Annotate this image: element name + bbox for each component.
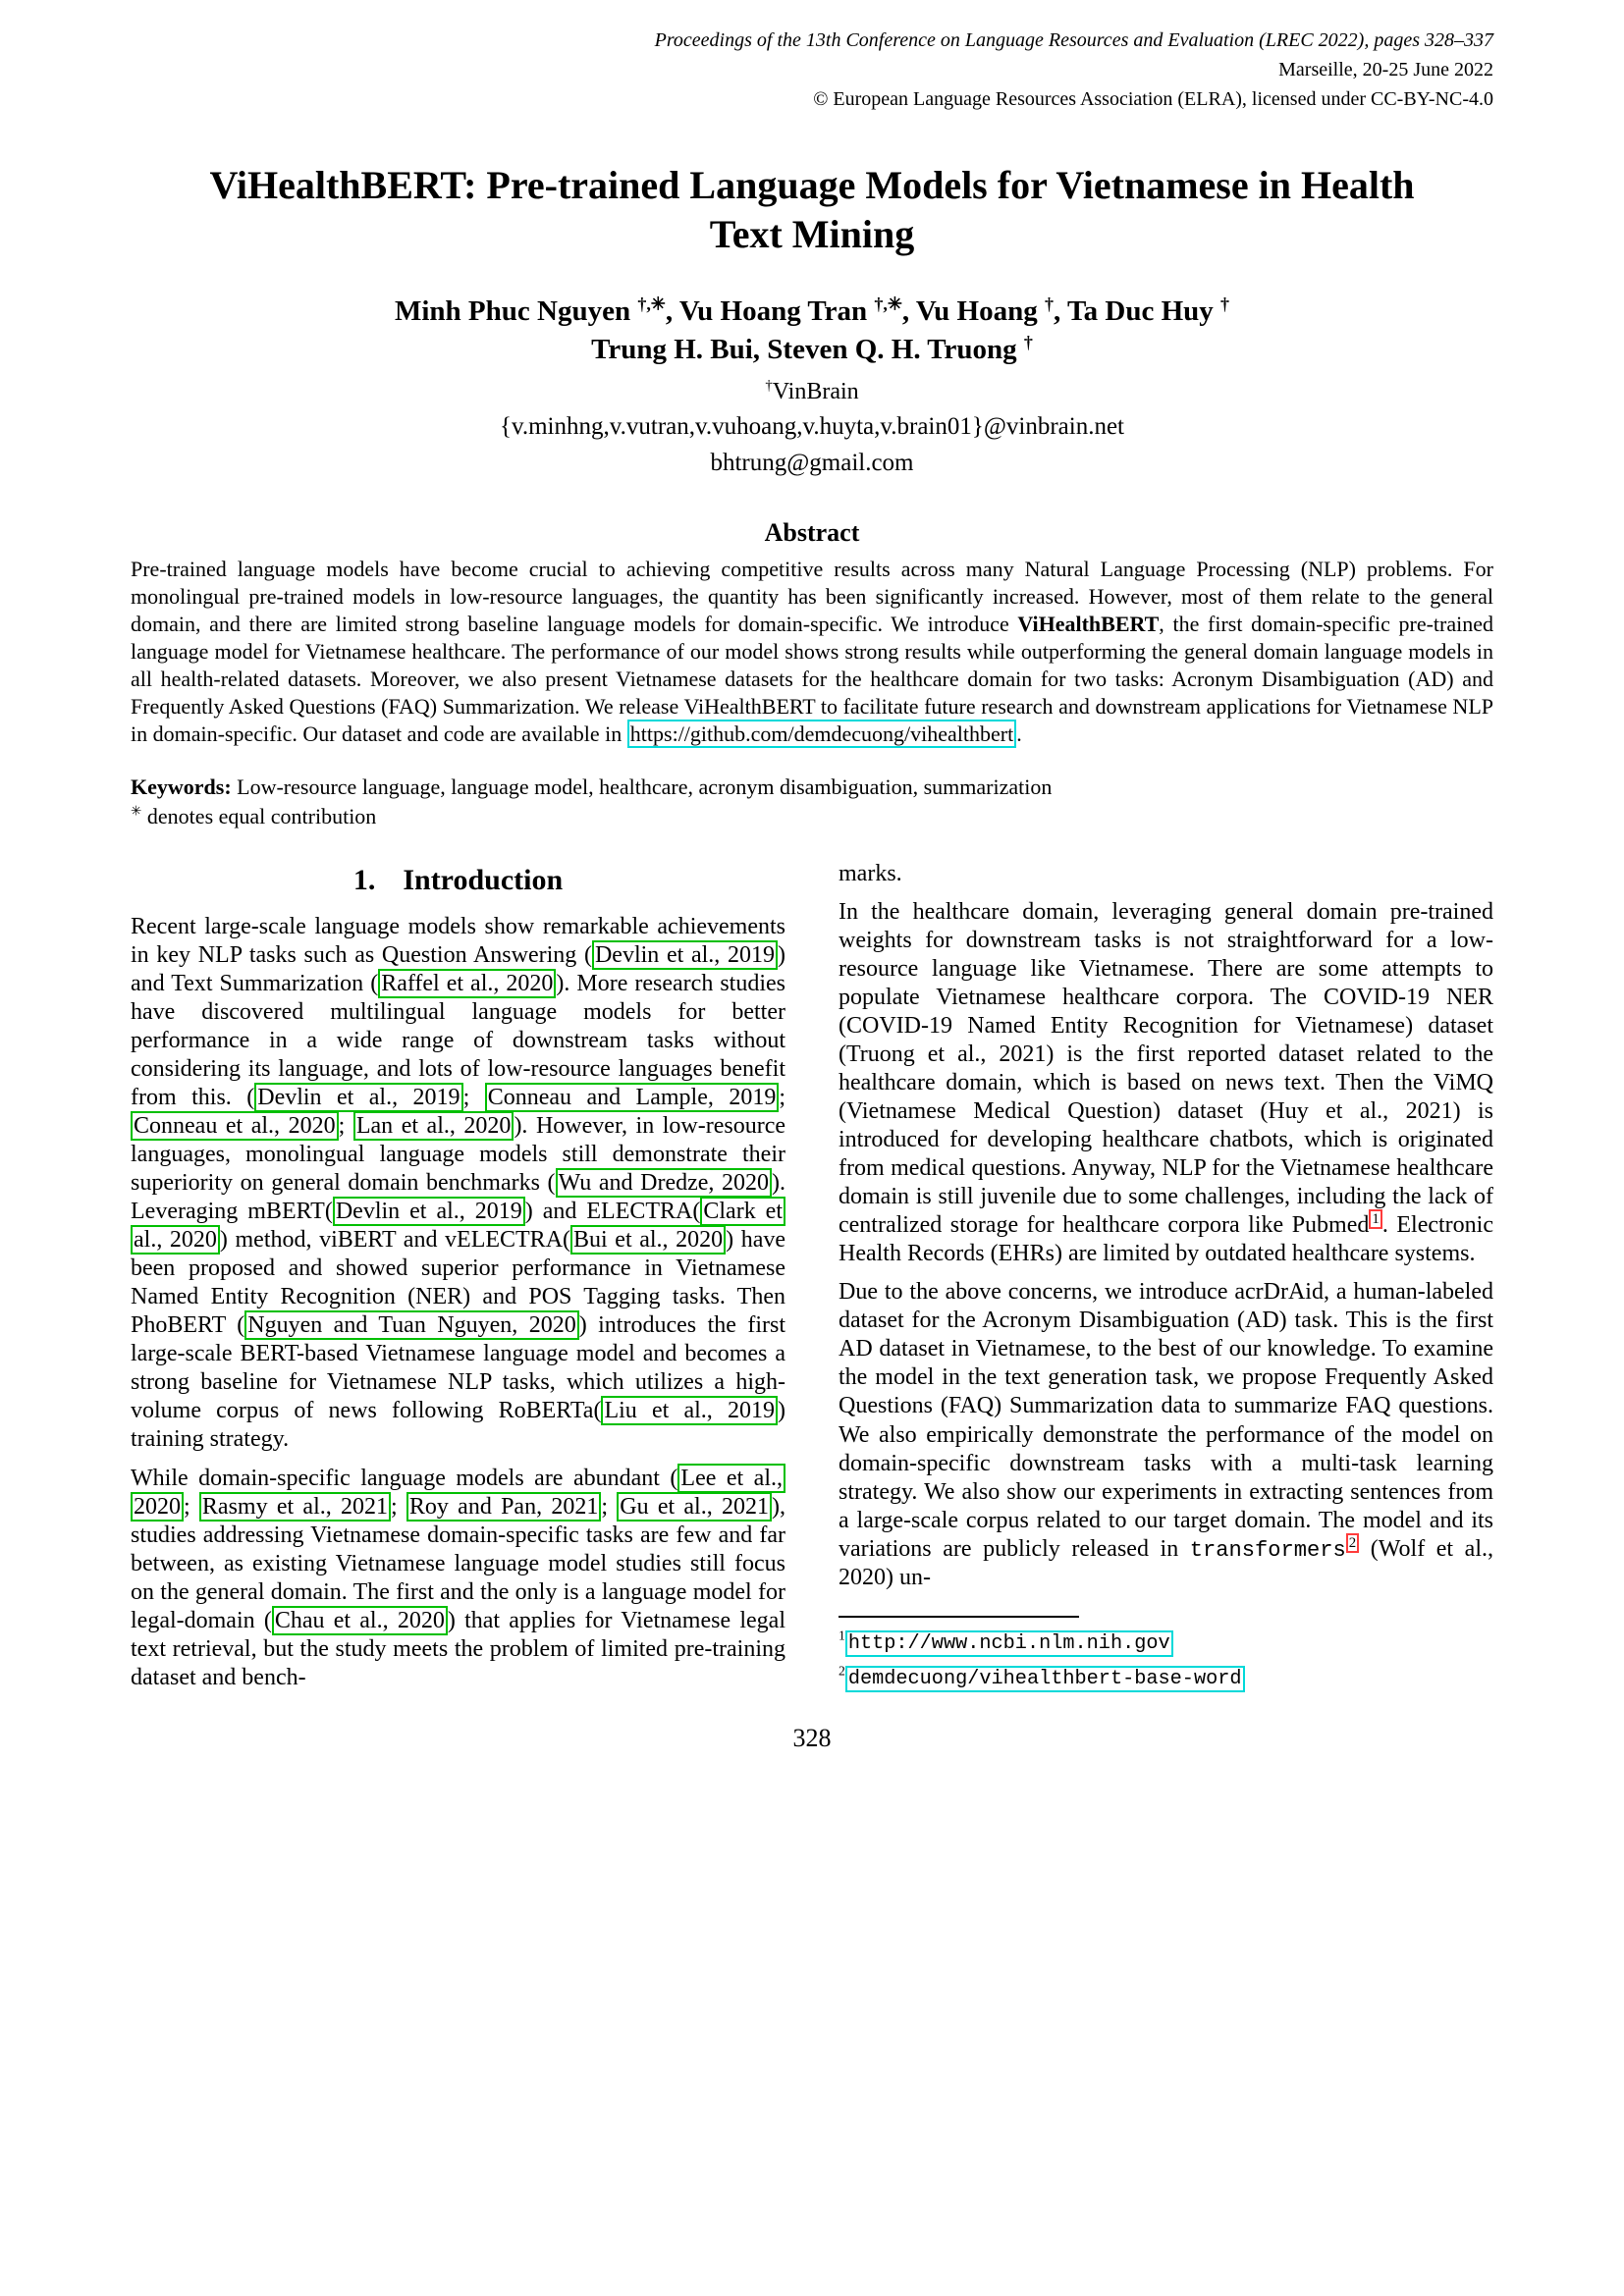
author-line-1 [131, 293, 1493, 331]
github-url-link[interactable]: https://github.com/demdecuong/vihealthbert [627, 720, 1016, 748]
footnote-ref-2[interactable]: 2 [1346, 1533, 1359, 1553]
citation-link[interactable]: Roy and Pan, 2021 [406, 1492, 601, 1522]
author-marker: †,✳ [637, 294, 666, 314]
intro-paragraph-1 [131, 913, 785, 1455]
paper-title: ViHealthBERT: Pre-trained Language Models for Vietnamese in Health Text Mining [209, 163, 1415, 256]
author-marker: † [1045, 294, 1054, 314]
text-segment: , Vu Hoang Tran [665, 295, 875, 327]
author-marker: † [1220, 294, 1230, 314]
text-segment: denotes equal contribution [141, 803, 377, 828]
abstract-text [131, 556, 1493, 748]
text-segment: ; [338, 1113, 353, 1140]
text-segment: ) method, viBERT and vELECTRA( [219, 1227, 571, 1254]
text-segment: , Ta Duc Huy [1053, 295, 1221, 327]
section-number: 1. [352, 863, 376, 896]
footnote-ref-1[interactable]: 1 [1369, 1209, 1381, 1229]
footnote-1 [839, 1628, 1493, 1656]
text-segment: ), studies addressing Vietnamese domain-specific tasks are few and far between, as existing Vietnamese language model studies still focus on the general domain. The first and the only is a language model for legal-domain ( [131, 1493, 785, 1633]
citation-link[interactable]: Lan et al., 2020 [353, 1111, 514, 1141]
text-segment: ). Leveraging mBERT( [131, 1170, 785, 1225]
footnote-url-link[interactable]: demdecuong/vihealthbert-base-word [845, 1666, 1245, 1692]
equal-contribution-marker: ✳ [131, 803, 142, 819]
footnote-number: 2 [839, 1663, 845, 1679]
equal-contribution-note [131, 803, 1493, 830]
citation-link[interactable]: Conneau and Lample, 2019 [485, 1083, 780, 1112]
citation-link[interactable]: Lee et al., 2020 [131, 1464, 785, 1522]
left-column [131, 860, 785, 1702]
page-number: 328 [792, 1723, 832, 1752]
text-segment: . Electronic Health Records (EHRs) are limited by outdated healthcare systems. [839, 1212, 1493, 1267]
keywords-line [131, 774, 1493, 801]
citation-link[interactable]: Devlin et al., 2019 [254, 1083, 462, 1112]
email-individual: bhtrung@gmail.com [710, 449, 914, 476]
text-segment: Pre-trained language models have become crucial to achieving competitive results across many Natural Language Processing (NLP) problems. For monolingual pre-trained models in low-resource languages, the quantity has been significantly increased. However, most of them relate to the general domain, and there are limited strong baseline language models for domain-specific. We introduce [131, 557, 1493, 637]
text-segment: While domain-specific language models are abundant ( [131, 1465, 678, 1491]
footnote-2 [839, 1663, 1493, 1691]
intro-paragraph-4 [839, 1278, 1493, 1592]
footnotes-block [839, 1616, 1493, 1691]
keywords-text: Low-resource language, language model, healthcare, acronym disambiguation, summarization [231, 774, 1053, 800]
text-segment: . [1016, 721, 1022, 747]
citation-link[interactable]: Wu and Dredze, 2020 [556, 1168, 772, 1198]
authors-block [131, 293, 1493, 479]
citation-link[interactable]: Conneau et al., 2020 [131, 1111, 339, 1141]
text-segment: ; [390, 1493, 406, 1520]
text-segment: ; [601, 1493, 618, 1520]
text-segment: ) and Text Summarization ( [131, 941, 785, 996]
affiliation-marker: † [765, 378, 773, 395]
text-segment: , Vu Hoang [901, 295, 1045, 327]
text-segment: ; [779, 1085, 785, 1111]
text-segment: ; [184, 1493, 199, 1520]
affiliation [131, 377, 1493, 407]
proceedings-license-line: © European Language Resources Association (ELRA), licensed under CC-BY-NC-4.0 [813, 88, 1493, 110]
citation-link[interactable]: Nguyen and Tuan Nguyen, 2020 [244, 1310, 578, 1340]
email-group: {v.minhng,v.vutran,v.vuhoang,v.huyta,v.brain01}@vinbrain.net [499, 413, 1125, 441]
author-marker: †,✳ [874, 294, 902, 314]
text-segment: ) have been proposed and showed superior performance in Vietnamese Named Entity Recognition (NER) and POS Tagging tasks. Then PhoBERT ( [131, 1227, 786, 1339]
text-segment: ViHealthBERT [1017, 612, 1160, 637]
proceedings-header [131, 26, 1493, 114]
citation-link[interactable]: Gu et al., 2021 [617, 1492, 772, 1522]
section-heading-introduction [131, 864, 785, 897]
abstract-section [131, 518, 1493, 748]
text-segment: , the first domain-specific pre-trained language model for Vietnamese healthcare. The performance of our model shows strong results while outperforming the general domain language models in all health-related datasets. Moreover, we also present Vietnamese datasets for the healthcare domain for two tasks: Acronym Disambiguation (AD) and Frequently Asked Questions (FAQ) Summarization. We release ViHealthBERT to facilitate future research and downstream applications for Vietnamese NLP in domain-specific. Our dataset and code are available in [131, 612, 1493, 747]
author-marker: † [1023, 332, 1033, 352]
text-segment: VinBrain [772, 379, 859, 405]
abstract-heading: Abstract [764, 518, 860, 548]
footnote-rule [839, 1616, 1079, 1618]
section-title: Introduction [403, 863, 564, 896]
text-segment: Trung H. Bui, Steven Q. H. Truong [591, 334, 1024, 366]
proceedings-venue-line: Marseille, 20-25 June 2022 [1278, 59, 1493, 80]
text-segment: Minh Phuc Nguyen [394, 295, 638, 327]
citation-link[interactable]: Devlin et al., 2019 [592, 940, 778, 970]
text-segment: ) that applies for Vietnamese legal text retrieval, but the study meets the problem of limited pre-training dataset and bench- [131, 1607, 785, 1690]
intro-paragraph-2-continuation: marks. [839, 860, 902, 886]
intro-paragraph-3 [839, 898, 1493, 1268]
text-segment: (Wolf et al., 2020) un- [839, 1535, 1493, 1591]
citation-link[interactable]: Rasmy et al., 2021 [199, 1492, 391, 1522]
proceedings-line: Proceedings of the 13th Conference on Language Resources and Evaluation (LREC 2022), pages 328–337 [654, 29, 1493, 51]
text-segment: ) training strategy. [131, 1398, 785, 1453]
citation-link[interactable]: Chau et al., 2020 [272, 1606, 448, 1635]
two-column-body [131, 860, 1493, 1702]
footnote-url-link[interactable]: http://www.ncbi.nlm.nih.gov [845, 1630, 1173, 1657]
intro-paragraph-2 [131, 1465, 785, 1692]
right-column [839, 860, 1493, 1702]
citation-link[interactable]: Clark et al., 2020 [131, 1197, 785, 1255]
citation-link[interactable]: Bui et al., 2020 [570, 1225, 726, 1255]
text-segment: ). However, in low-resource languages, monolingual language models still demonstrate their superiority on general domain benchmarks ( [131, 1113, 786, 1197]
keywords-label: Keywords: [131, 774, 232, 800]
text-segment: Due to the above concerns, we introduce acrDrAid, a human-labeled dataset for the Acronym Disambiguation (AD) task. This is the first AD dataset in Vietnamese, to the best of our knowledge. To examine the model in the text generation task, we propose Frequently Asked Questions (FAQ) Summarization data to summarize FAQ questions. We also empirically demonstrate the performance of the model on domain-specific downstream tasks with a multi-task learning strategy. We also show our experiments in extracting sentences from a large-scale corpus related to our target domain. The model and its variations are publicly released in [839, 1279, 1493, 1562]
text-segment: ) and ELECTRA( [524, 1199, 701, 1225]
author-line-2 [131, 331, 1493, 369]
footnote-number: 1 [839, 1629, 845, 1644]
text-segment: ) introduces the first large-scale BERT-based Vietnamese language model and becomes a strong baseline for Vietnamese NLP tasks, which utilizes a high-volume corpus of news following RoBERTa( [131, 1312, 785, 1424]
transformers-library-name: transformers [1189, 1537, 1346, 1563]
citation-link[interactable]: Raffel et al., 2020 [378, 969, 556, 998]
text-segment: ; [462, 1085, 485, 1111]
text-segment: Recent large-scale language models show remarkable achievements in key NLP tasks such as Question Answering ( [131, 913, 785, 968]
text-segment: In the healthcare domain, leveraging general domain pre-trained weights for downstream tasks is not straightforward for a low-resource language like Vietnamese. There are some attempts to populate Vietnamese healthcare corpora. The COVID-19 NER (COVID-19 Named Entity Recognition for Vietnamese) dataset (Truong et al., 2021) is the first reported dataset related to the healthcare domain, which is based on news text. Then the ViMQ (Vietnamese Medical Question) dataset (Huy et al., 2021) is introduced for developing healthcare chatbots, which is originated from medical questions. Anyway, NLP for the Vietnamese healthcare domain is still juvenile due to some challenges, including the lack of centralized storage for healthcare corpora like Pubmed [839, 898, 1493, 1239]
citation-link[interactable]: Devlin et al., 2019 [333, 1197, 525, 1226]
keywords-block [131, 774, 1493, 830]
text-segment: ). More research studies have discovered multilingual language models for better performance in a wide range of downstream tasks without considering its language, and lots of low-resource languages benefit from this. ( [131, 970, 786, 1111]
citation-link[interactable]: Liu et al., 2019 [601, 1396, 778, 1425]
